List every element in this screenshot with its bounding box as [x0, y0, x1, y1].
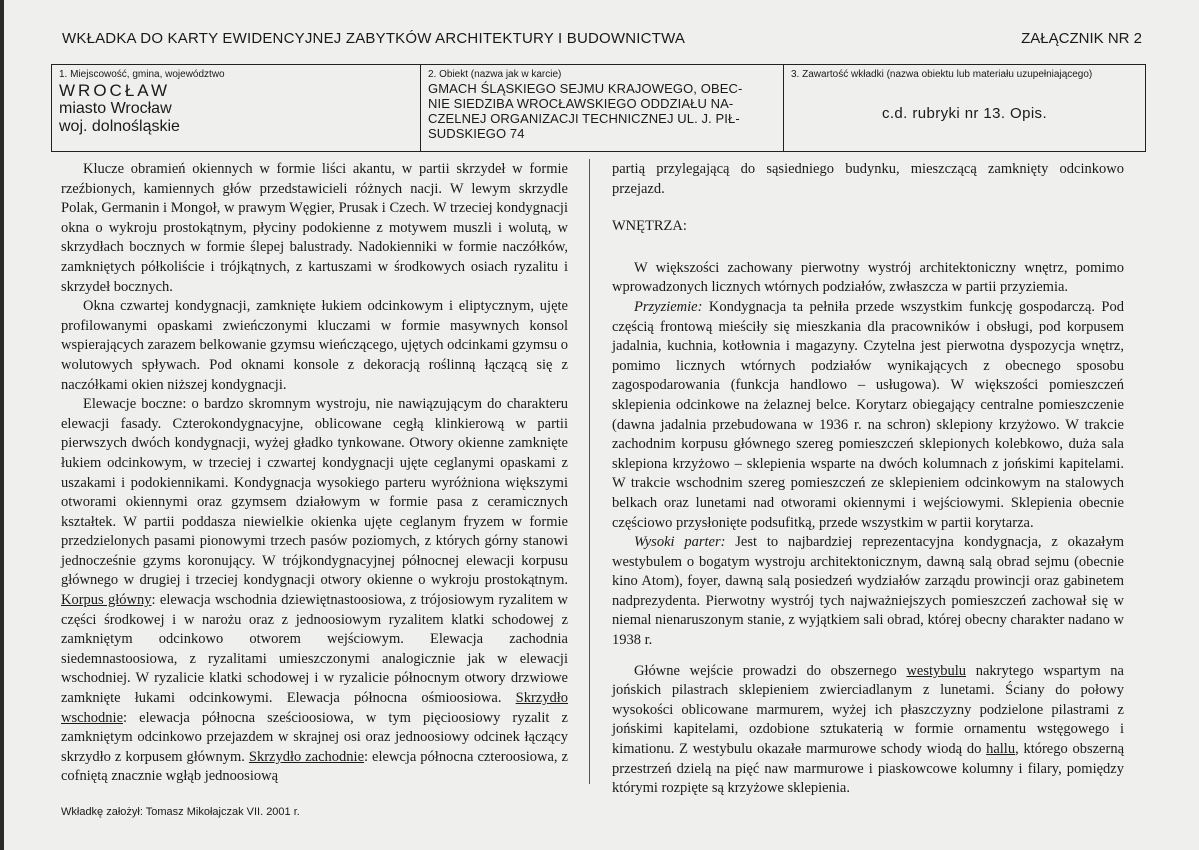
location-city: WROCŁAW [59, 81, 171, 100]
paragraph: partią przylegającą do sąsiedniego budynku, mieszczącą zamknięty odcinkowo przejazd. [612, 161, 1124, 197]
object-name-line: SUDSKIEGO 74 [428, 126, 525, 141]
left-column [61, 160, 568, 787]
text-run: Główne wejście prowadzi do obszernego [634, 662, 907, 679]
content-description: c.d. rubryki nr 13. Opis. [881, 105, 1048, 122]
paragraph: Okna czwartej kondygnacji, zamknięte łukiem odcinkowym i eliptycznym, ujęte profilowanymi opaskami zwieńczonymi kluczami w formie masywnych konsol wspierających zarazem belkowanie gzymsu wieńczącego, ujętych odcinkami gzymsu o wolutowych spływach. Pod oknami konsole z dekoracją roślinną łączącą się z naczółkami okien niższej kondygnacji. [61, 298, 568, 393]
location-label: 1. Miejscowość, gmina, województwo [59, 69, 225, 80]
object-name-line: GMACH ŚLĄSKIEGO SEJMU KRAJOWEGO, OBEC- [428, 81, 743, 96]
scan-edge [0, 0, 4, 850]
underlined-term: westybulu [906, 662, 967, 679]
column-divider [589, 159, 590, 784]
underlined-term: Korpus główny [61, 592, 152, 609]
text-run: Jest to najbardziej reprezentacyjna kondygnacja, z okazałym westybulem o bogatym wystroju architektonicznym, dawną salą obrad sejmu (obecnie kino Atom), foyer, dawną salą posiedzeń wydziałów zarządu prowincji oraz gabinetem nadprezydenta. Pierwotny wystrój tych najważniejszych pomieszczeń zachował się w niemal nienaruszonym stanie, z wyjątkiem sali obrad, której obecny charakter nadano w 1938 r. [612, 534, 1124, 649]
paragraph [612, 298, 1124, 533]
text-run: : elewcja północna czteroosiowa, z cofniętą znacznie wgłąb jednoosiową [61, 748, 568, 785]
annex-number: ZAŁĄCZNIK NR 2 [1021, 30, 1142, 47]
header-box [51, 64, 1146, 152]
paragraph: Klucze obramień okiennych w formie liści akantu, w partii skrzydeł w formie rzeźbionych, kamiennych głów przedstawicieli różnych nacji. W lewym skrzydle Polak, Germanin i Mongoł, w prawym Węgier, Prusak i Czech. W trzeciej kondygnacji okna o wykroju prostokątnym, płyciny podokienne z motywem muszli i wolutą, w skrzydłach bocznych w formie ślepej balustrady. Nadokienniki w formie naczółków, zamkniętych półkoliście i trójkątnych, z kartuszami w środkowych osiach ryzalitu i skrzydeł bocznych. [61, 161, 568, 295]
paragraph [612, 662, 1124, 799]
text-run: , którego obszerną przestrzeń dzielą na pięć naw marmurowe i piaskowcowe kolumny i filary, pomiędzy którymi rozpięte są krzyżowe sklepienia. [612, 741, 1125, 797]
author-footer: Wkładkę założył: Tomasz Mikołajczak VII. 2001 r. [61, 806, 300, 818]
section-heading: WNĘTRZA: [612, 218, 687, 235]
underlined-term: Skrzydło zachodnie [248, 748, 365, 765]
location-cell [52, 65, 421, 151]
text-run: : elewacja wschodnia dziewiętnastoosiowa, z trójosiowym ryzalitem w części środkowej i w narożu oraz z jednoosiowym ryzalitem klatki schodowej z zamkniętym odcinkowo otworem wejściowym. Elewacja zachodnia siedemnastoosiowa, z ryzalitami umieszczonymi analogicznie jak w elewacji wschodniej. W ryzalicie klatki schodowej i w ryzalicie północnym otwory drzwiowe zamknięte łukami odcinkowymi. Elewacja północna ośmioosiowa. [61, 592, 568, 707]
content-label: 3. Zawartość wkładki (nazwa obiektu lub materiału uzupełniającego) [791, 69, 1093, 80]
document-title: WKŁADKA DO KARTY EWIDENCYJNEJ ZABYTKÓW ARCHITEKTURY I BUDOWNICTWA [62, 30, 686, 47]
text-run: Kondygnacja ta pełniła przede wszystkim funkcję gospodarczą. Pod częścią frontową mieściły się mieszkania dla pracowników i obsługi, pod korpusem jadalnia, kuchnia, kotłownia i magazyny. Czytelna jest pierwotna dyspozycja wnętrz, pomimo licznych wtórnych podziałów wynikających z obecnego sposobu zagospodarowania (funkcja handlowo – usługowa). W większości pomieszczeń sklepienia odcinkowe na żelaznej belce. Korytarz obiegający centralne pomieszczenie (dawna jadalnia przebudowana w 1936 r. na schron) sklepiony krzyżowo. W trakcie zachodnim korpusu głównego szereg pomieszczeń sklepionych kolebkowo, duża sala sklepiona krzyżowo – sklepienia wsparte na dwóch kolumnach z jońskimi kapitelami. W trakcie wschodnim szereg pomieszczeń ze sklepieniem odcinkowym na stalowych belkach oraz lunetami nad otworami okiennymi i wejściowymi. Sklepienia obecnie częściowo przysłonięte podsufitką, przede wszystkim w partii korytarza. [612, 298, 1124, 531]
italic-label: Wysoki parter: [634, 534, 726, 551]
location-municipality: miasto Wrocław [59, 100, 172, 117]
text-run: : elewacja północna sześcioosiowa, w tym pięcioosiowy ryzalit z zamkniętym odcinkowo przejazdem w skrajnej osi oraz jednoosiowy odcinek łączący skrzydło z korpusem głównym. [61, 709, 568, 765]
underlined-term: hallu [986, 741, 1016, 758]
text-run: Elewacje boczne: o bardzo skromnym wystroju, nie nawiązującym do charakteru elewacji fasady. Czterokondygnacyjne, oblicowane cegłą klinkierową w partii pierwszych dwóch kondygnacji, wyżej gładko tynkowane. Otwory okienne zamknięte łukiem odcinkowym, w trzeciej i czwartej kondygnacji ujęte ceglanymi opaskami z uszakami i podokiennikami. Kondygnacja wysokiego parteru wyróżniona większymi otworami okiennymi oraz gzymsem działowym w formie pasa z ceramicznych kształtek. W partii poddasza niewielkie okienka ujęte ceglanym fryzem w formie przedzielonych pasami pionowymi trzech pasów poziomych, z których górny stanowi jednocześnie gzyms koronujący. W trójkondygnacyjnej północnej elewacji korpusu głównego w drugiej i trzeciej kondygnacji otwory okienne o wykroju prostokątnym. [61, 396, 568, 589]
object-label: 2. Obiekt (nazwa jak w karcie) [428, 69, 562, 80]
right-column [612, 160, 1124, 799]
text-run: nakrytego wspartym na jońskich pilastrach sklepieniem zwierciadlanym z lunetami. Ściany do połowy wysokości oblicowane marmurem, wyżej ich płaszczyzny podzielone pilastrami z jońskimi kapitelami, ozdobione sztukaterią w formie ornamentu wstęgowego i kimationu. Z westybulu okazałe marmurowe schody wiodą do [612, 662, 1124, 758]
object-cell [421, 65, 784, 151]
paragraph [61, 395, 568, 787]
object-name-line: NIE SIEDZIBA WROCŁAWSKIEGO ODDZIAŁU NA- [428, 96, 734, 111]
underlined-term: Skrzydło wschodnie [61, 690, 568, 726]
paragraph [612, 533, 1124, 651]
italic-label: Przyziemie: [634, 298, 703, 315]
paragraph: W większości zachowany pierwotny wystrój architektoniczny wnętrz, pomimo wprowadzonych licznych wtórnych podziałów, zwłaszcza w partii przyziemia. [612, 259, 1124, 296]
content-cell [784, 65, 1145, 151]
object-name-line: CZELNEJ ORGANIZACJI TECHNICZNEJ UL. J. PIŁ- [428, 111, 740, 126]
location-voivodeship: woj. dolnośląskie [59, 118, 180, 135]
